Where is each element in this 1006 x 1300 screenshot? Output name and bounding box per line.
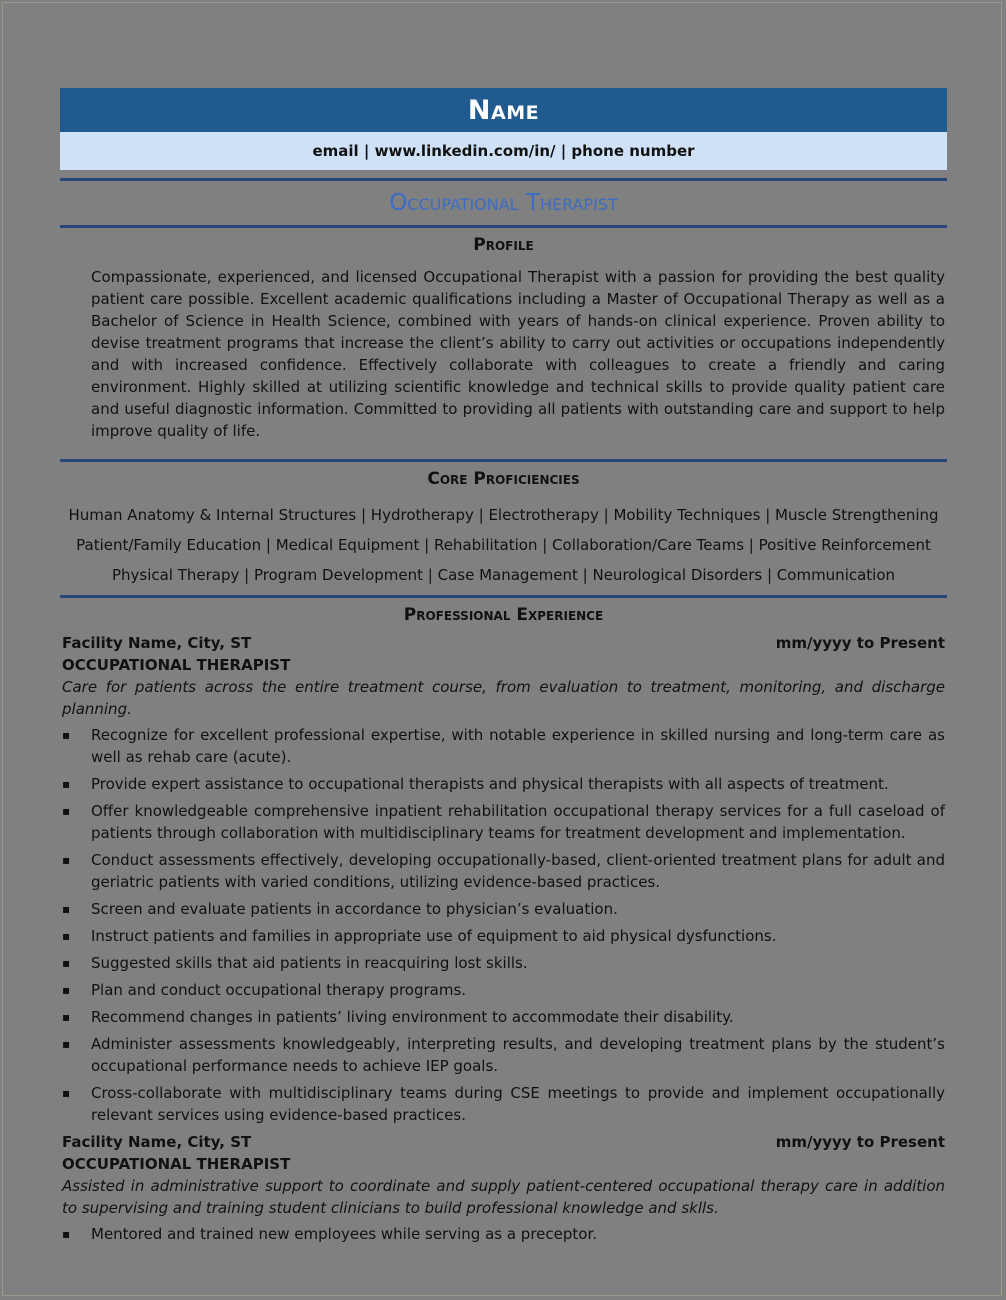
bullet-icon: ▪: [62, 728, 71, 742]
list-item: [62, 952, 945, 974]
proficiency-line: Physical Therapy | Program Development | Case Management | Neurological Disorders | Communication: [111, 566, 896, 584]
list-item: [62, 1082, 945, 1126]
proficiency-line: Patient/Family Education | Medical Equipment | Rehabilitation | Collaboration/Care Teams | Positive Reinforcement: [76, 536, 931, 554]
role-title: OCCUPATIONAL THERAPIST: [62, 1155, 291, 1173]
bullet-icon: ▪: [62, 983, 71, 997]
experience-heading: Professional Experience: [403, 605, 604, 625]
bullet-icon: ▪: [62, 777, 71, 791]
contact-line: email | www.linkedin.com/in/ | phone number: [312, 142, 695, 160]
job-title: Occupational Therapist: [389, 190, 618, 216]
list-item: [62, 724, 945, 768]
bullet-icon: ▪: [62, 804, 71, 818]
role-block: [62, 1131, 945, 1245]
bullet-icon: ▪: [62, 853, 71, 867]
list-item: [62, 773, 945, 795]
role-description: Care for patients across the entire treatment course, from evaluation to treatment, monitoring, and discharge planning.: [62, 678, 945, 718]
bullet-text: Screen and evaluate patients in accordance to physician’s evaluation.: [91, 900, 618, 918]
list-item: [62, 979, 945, 1001]
bullet-text: Provide expert assistance to occupational therapists and physical therapists with all aspects of treatment.: [91, 775, 889, 793]
role-dates: mm/yyyy to Present: [775, 1133, 945, 1151]
candidate-name: Name: [467, 94, 540, 126]
bullet-text: Administer assessments knowledgeably, interpreting results, and developing treatment plans by the student’s occupational performance needs to achieve IEP goals.: [91, 1035, 945, 1075]
bullet-list: [62, 724, 945, 1126]
bullet-icon: ▪: [62, 902, 71, 916]
contact-banner: [60, 132, 947, 170]
list-item: [62, 1223, 945, 1245]
facility-name: Facility Name, City, ST: [62, 634, 252, 652]
bullet-text: Instruct patients and families in appropriate use of equipment to aid physical dysfunctions.: [91, 927, 777, 945]
bullet-icon: ▪: [62, 1227, 71, 1241]
bullet-text: Suggested skills that aid patients in reacquiring lost skills.: [91, 954, 528, 972]
profile-heading: Profile: [473, 235, 534, 255]
role-title: OCCUPATIONAL THERAPIST: [62, 656, 291, 674]
proficiencies-list: [60, 500, 947, 590]
bullet-text: Recognize for excellent professional expertise, with notable experience in skilled nursing and long-term care as well as rehab care (acute).: [91, 726, 945, 766]
bullet-icon: ▪: [62, 1086, 71, 1100]
experience-section: [62, 632, 945, 1245]
bullet-icon: ▪: [62, 929, 71, 943]
profile-text: Compassionate, experienced, and licensed Occupational Therapist with a passion for providing the best quality patient care possible. Excellent academic qualifications including a Master of Occupational Therapy as well as a Bachelor of Science in Health Science, combined with years of hands-on clinical experience. Proven ability to devise treatment programs that increase the client’s ability to carry out activities or occupations independently and with increased confidence. Effectively collaborate with colleagues to create a friendly and caring environment. Highly skilled at utilizing scientific knowledge and technical skills to provide quality patient care and useful diagnostic information. Committed to providing all patients with outstanding care and support to help improve quality of life.: [91, 268, 945, 440]
bullet-text: Recommend changes in patients’ living environment to accommodate their disability.: [91, 1008, 734, 1026]
bullet-text: Conduct assessments effectively, developing occupationally-based, client-oriented treatment plans for adult and geriatric patients with varied conditions, utilizing evidence-based practices.: [91, 851, 945, 891]
list-item: [62, 1006, 945, 1028]
list-item: [62, 925, 945, 947]
bullet-text: Mentored and trained new employees while serving as a preceptor.: [91, 1225, 598, 1243]
resume-page: [60, 88, 947, 1250]
role-block: [62, 632, 945, 1126]
role-description: Assisted in administrative support to coordinate and supply patient-centered occupational therapy care in addition to supervising and training student clinicians to build professional knowledge and sklls.: [62, 1177, 945, 1217]
bullet-icon: ▪: [62, 1037, 71, 1051]
role-header: [62, 1131, 945, 1153]
name-banner: [60, 88, 947, 132]
role-header: [62, 632, 945, 654]
list-item: [62, 849, 945, 893]
proficiency-line: Human Anatomy & Internal Structures | Hydrotherapy | Electrotherapy | Mobility Techniques | Muscle Strengthening: [68, 506, 939, 524]
bullet-text: Cross-collaborate with multidisciplinary teams during CSE meetings to provide and implement occupationally relevant services using evidence-based practices.: [91, 1084, 945, 1124]
bullet-icon: ▪: [62, 1010, 71, 1024]
list-item: [62, 898, 945, 920]
bullet-icon: ▪: [62, 956, 71, 970]
list-item: [62, 1033, 945, 1077]
list-item: [62, 800, 945, 844]
facility-name: Facility Name, City, ST: [62, 1133, 252, 1151]
bullet-list: [62, 1223, 945, 1245]
bullet-text: Plan and conduct occupational therapy programs.: [91, 981, 467, 999]
role-dates: mm/yyyy to Present: [775, 634, 945, 652]
bullet-text: Offer knowledgeable comprehensive inpatient rehabilitation occupational therapy services for a full caseload of patients through collaboration with multidisciplinary teams for treatment development and implementation.: [91, 802, 945, 842]
proficiencies-heading: Core Proficiencies: [427, 469, 580, 489]
